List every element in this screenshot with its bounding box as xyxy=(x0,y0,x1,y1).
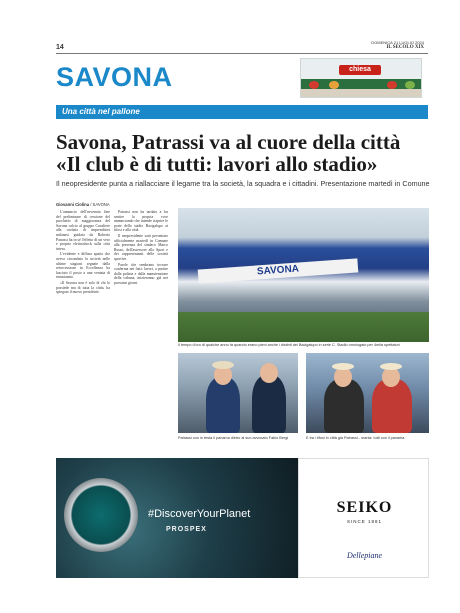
prospex-advertisement[interactable] xyxy=(56,458,298,578)
section-label: Una città nel pallone xyxy=(62,107,140,116)
masthead xyxy=(371,40,424,50)
panama-hat-icon xyxy=(332,363,354,370)
photo-caption-1: Il tempo d'oro di qualche anno fa quando erano pieni anche i distinti del Bacigalupo in serie C. Stadio omologato per 4mila spettatori xyxy=(178,343,400,347)
paragraph: L'evidente e diffusa apatia che aveva circondato la società nelle ultime stagioni segnate dalla retrocessione in Eccellenza ha lasciato il posto a una ventata di entusiasmo. xyxy=(56,252,110,280)
pitch xyxy=(178,312,429,342)
article-subhead: Il neopresidente punta a riallacciare il legame tra la società, la squadra e i cittadini. Presentazione martedì in Comune xyxy=(56,179,430,188)
ad-footer-band xyxy=(301,89,421,97)
byline xyxy=(56,202,110,207)
article-column-2 xyxy=(114,210,168,450)
seiko-logo: SEIKO xyxy=(336,499,393,516)
panama-hat-icon xyxy=(380,363,402,370)
panama-hat-icon xyxy=(212,361,234,369)
photo-caption-2: Patrassi con in testa il panama dietro al suo avvocato Fabio Bergi xyxy=(178,436,289,440)
article-column-1 xyxy=(56,210,110,450)
paragraph: L'annuncio dell'avvenuta fine del preliminare di cessione del pacchetto di maggioranza del Savona calcio al gruppo Cavaliere alla cordata di imprenditori milanesi guidata da Roberto Patrassi ha in sé l'effetto di un vero e proprio elettroshock sulla città intera. xyxy=(56,210,110,251)
newspaper-name: IL SECOLO XIX xyxy=(386,45,424,50)
tomato-icon xyxy=(309,81,319,89)
person-head xyxy=(260,363,278,383)
paragraph: Patrassi non ha tardato a far sentire la propria voce annunciando che intende riaprire le porte dello stadio Bacigalupo ai tifosi e alla città. xyxy=(114,210,168,233)
section-title: SAVONA xyxy=(56,62,173,92)
author-place: / SAVONA xyxy=(90,202,110,207)
person-figure xyxy=(372,379,412,433)
photo-caption-3: E tra i tifosi in città già Patrassi - mania: tutti con il panama xyxy=(306,436,405,440)
seiko-since: SINCE 1881 xyxy=(346,519,382,524)
stadium-banner: SAVONA xyxy=(198,258,359,283)
person-figure xyxy=(252,375,286,433)
person-head xyxy=(334,367,352,387)
tomato-icon xyxy=(387,81,397,89)
top-advertisement[interactable] xyxy=(300,58,422,98)
watch-icon xyxy=(64,478,138,552)
ad-tagline: #DiscoverYourPlanet xyxy=(148,508,251,520)
lettuce-icon xyxy=(405,81,415,89)
paragraph: «Il Savona non è solo di chi lo possiede ma di tutta la città» ha spiegato il nuovo presidente. xyxy=(56,280,110,295)
seiko-advertisement[interactable] xyxy=(298,458,429,578)
fans-photo xyxy=(306,353,429,433)
headline-line-2: «Il club è di tutti: lavori allo stadio» xyxy=(56,152,378,176)
person-head xyxy=(382,367,400,387)
page-date: DOMENICA 21 LUGLIO 2024 xyxy=(371,40,424,45)
paragraph: Parole che sembrano trovare conferma nei fatti: lavori, a partire dalla pulizia e dalla manutenzione della tribuna, inizieranno già nei prossimi giorni. xyxy=(114,262,168,285)
author-name: Giovanni Ciolina xyxy=(56,202,90,207)
ad-brand-logo: chiesa xyxy=(339,65,381,75)
ad-green-band xyxy=(301,79,421,89)
article-headline xyxy=(56,131,430,175)
header-divider xyxy=(56,53,428,54)
patrassi-photo xyxy=(178,353,298,433)
page-number: 14 xyxy=(56,44,64,51)
headline-line-1: Savona, Patrassi va al cuore della città xyxy=(56,130,401,154)
person-figure xyxy=(206,377,240,433)
paragraph: Il neopresidente sarà presentato ufficialmente martedì in Comune alla presenza del sindaco Marco Russo, dell'assessore allo Sport e dei rappresentanti delle società sportive. xyxy=(114,233,168,261)
stadium-photo xyxy=(178,208,429,342)
pepper-icon xyxy=(329,81,339,89)
prospex-logo: PROSPEX xyxy=(166,526,207,533)
person-figure xyxy=(324,379,364,433)
dealer-logo: Dellepiane xyxy=(346,551,383,560)
section-label-bar xyxy=(56,105,428,119)
